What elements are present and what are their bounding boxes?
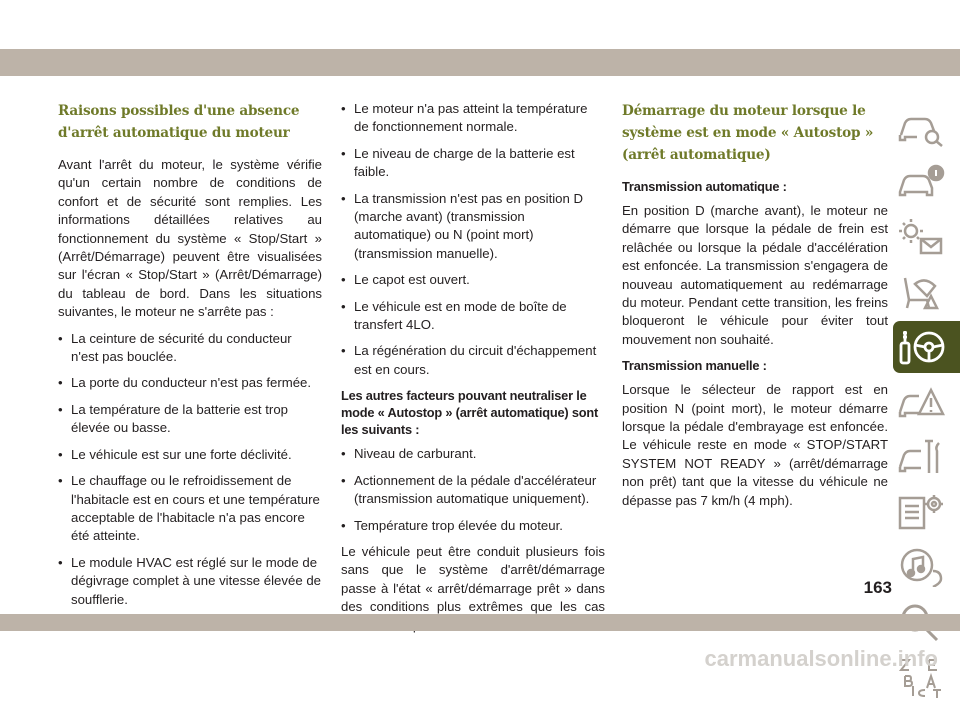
list-item: • Le moteur n'a pas atteint la température de fonctionnement normale. xyxy=(341,100,605,137)
tab-car-magnifier[interactable] xyxy=(893,101,960,153)
page-number: 163 xyxy=(863,578,892,597)
tab-car-warning[interactable] xyxy=(893,376,960,428)
car-info-icon xyxy=(897,162,945,202)
tab-dashboard-lights[interactable] xyxy=(893,211,960,263)
list-item: • La régénération du circuit d'échappement est en cours. xyxy=(341,342,605,379)
automatic-transmission-paragraph: En position D (marche avant), le moteur ne démarre que lorsque la pédale de frein est relâchée ou lorsque la pédale d'accélération est enfoncée. La transmission s'engagera de nouveau automatiquement au redémarrage du moteur. Pendant cette transition, les freins bloqueront le véhicule pour éviter tout mouvement non souhaité. xyxy=(622,203,888,347)
car-magnifier-icon xyxy=(897,107,945,147)
list-item: • Le véhicule est en mode de boîte de transfert 4LO. xyxy=(341,298,605,335)
section-heading-autostop-reasons: Raisons possibles d'une absence d'arrêt automatique du moteur xyxy=(58,103,300,141)
automatic-transmission-subheading: Transmission automatique : xyxy=(622,179,787,194)
list-item: • Le module HVAC est réglé sur le mode de dégivrage complet à une vitesse élevée de soufflerie. xyxy=(58,554,322,609)
tab-car-info[interactable] xyxy=(893,156,960,208)
dashboard-lights-icon xyxy=(897,217,945,257)
tab-seat-airbag[interactable] xyxy=(893,266,960,318)
tab-checklist-gear[interactable] xyxy=(893,486,960,538)
section-heading-engine-start: Démarrage du moteur lorsque le système est en mode « Autostop » (arrêt automatique) xyxy=(622,103,874,163)
watermark: carmanualsonline.info xyxy=(704,646,938,671)
other-factors-subheading: Les autres facteurs pouvant neutraliser le mode « Autostop » (arrêt automatique) sont les suivants : xyxy=(341,388,599,438)
list-item: • Le niveau de charge de la batterie est faible. xyxy=(341,145,605,182)
conditions-list xyxy=(58,330,322,609)
other-factors-list xyxy=(341,445,605,535)
list-item: • Niveau de carburant. xyxy=(341,445,605,463)
conditions-list-continued xyxy=(341,100,605,379)
list-item: • La température de la batterie est trop élevée ou basse. xyxy=(58,401,322,438)
manual-transmission-subheading: Transmission manuelle : xyxy=(622,358,767,374)
key-steering-wheel-icon xyxy=(897,325,949,369)
intro-paragraph: Avant l'arrêt du moteur, le système vérifie qu'un certain nombre de conditions de confort et de sécurité sont remplies. Les informations détaillées relatives au fonctionnement du système « Stop/Start » (Arrêt/Démarrage) peuvent être visualisées sur l'écran « Stop/Start » (Arrêt/Démarrage) du tableau de bord. Dans les situations suivantes, le moteur ne s'arrête pas : xyxy=(58,157,322,320)
outro-paragraph: Le véhicule peut être conduit plusieurs fois sans que le système d'arrêt/démarrage passe à l'état « arrêt/démarrage prêt » dans des conditions plus extrêmes que les cas xyxy=(341,543,605,615)
list-item: • La ceinture de sécurité du conducteur n'est pas bouclée. xyxy=(58,330,322,367)
top-band xyxy=(0,49,960,76)
column-2 xyxy=(341,100,605,643)
car-warning-icon xyxy=(897,382,945,422)
bottom-band xyxy=(0,614,960,631)
car-tools-icon xyxy=(897,437,945,477)
seat-airbag-icon xyxy=(897,272,945,312)
list-item: • La porte du conducteur n'est pas fermée. xyxy=(58,374,322,392)
column-1 xyxy=(58,100,322,617)
list-item: • Le chauffage ou le refroidissement de l'habitacle est en cours et une température acceptable de l'habitacle n'a pas encore été atteinte. xyxy=(58,472,322,546)
music-map-icon xyxy=(897,547,945,587)
list-item: • Actionnement de la pédale d'accélérateur (transmission automatique uniquement). xyxy=(341,472,605,509)
column-3 xyxy=(622,100,888,518)
tab-car-tools[interactable] xyxy=(893,431,960,483)
tab-key-steering-wheel[interactable] xyxy=(893,321,960,373)
list-item: • Température trop élevée du moteur. xyxy=(341,517,605,535)
list-item: • La transmission n'est pas en position D (marche avant) (transmission automatique) ou N (point mort) (transmission manuelle). xyxy=(341,190,605,264)
checklist-gear-icon xyxy=(897,492,945,532)
manual-transmission-paragraph: Lorsque le sélecteur de rapport est en position N (point mort), le moteur démarre lorsque la pédale d'embrayage est enfoncée. Le véhicule reste en mode « STOP/START SYSTEM NOT READY » (arrêt/démarrage non prêt) tant que la vitesse du véhicule ne dépasse pas 7 km/h (4 mph). xyxy=(622,382,888,508)
list-item: • Le véhicule est sur une forte déclivité. xyxy=(58,446,322,464)
tab-music-map[interactable] xyxy=(893,541,960,593)
list-item: • Le capot est ouvert. xyxy=(341,271,605,289)
